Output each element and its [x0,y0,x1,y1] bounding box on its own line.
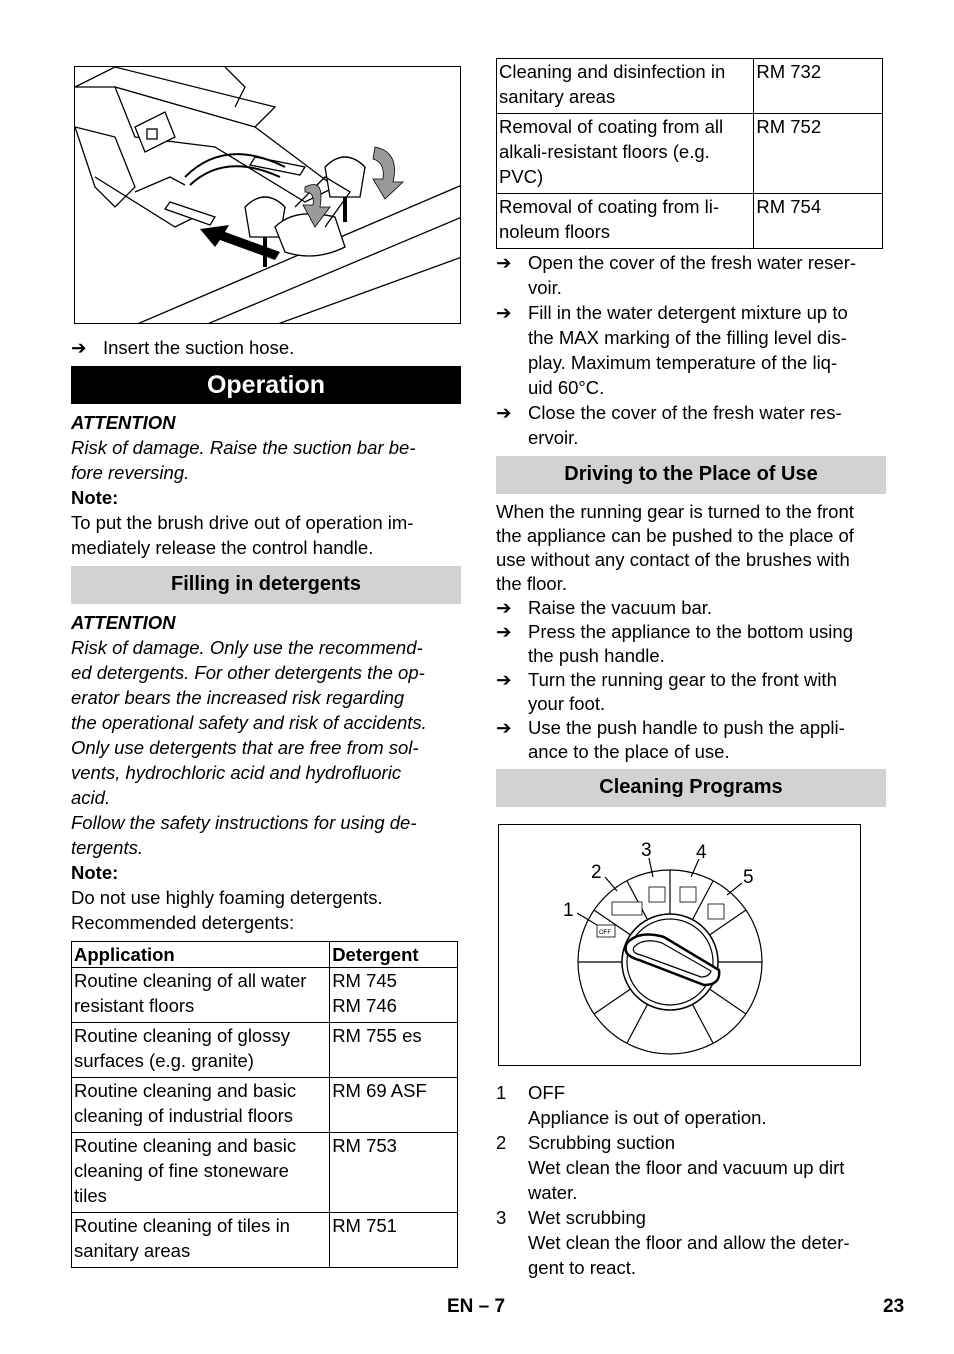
program-dial-illustration [498,824,861,1066]
step-line: play. Maximum temperature of the liq- [528,352,838,373]
attention-line: Risk of damage. Only use the recommend- [71,637,423,658]
cell-line: Routine cleaning of tiles in [74,1215,290,1236]
cell-line: RM 755 es [332,1025,422,1046]
attention-line: the operational safety and risk of accidents. [71,712,427,733]
dial-number-5: 5 [743,867,754,888]
cell-line: Cleaning and disinfection in [499,61,726,82]
paragraph-line: use without any contact of the brushes with [496,549,850,570]
suction-hose-illustration [74,66,461,324]
program-item-1 [496,1080,891,1130]
note-line: mediately release the control handle. [71,537,374,558]
program-desc-line: Wet clean the floor and vacuum up dirt [528,1157,845,1178]
program-list [496,1080,891,1280]
program-desc-line: Wet clean the floor and allow the deter- [528,1232,850,1253]
note-line: To put the brush drive out of operation im- [71,512,414,533]
program-name: Wet scrubbing [528,1207,646,1228]
step-line: Raise the vacuum bar. [528,597,713,618]
table-row [72,1078,458,1133]
detergent-table-continued [496,58,883,249]
attention-line: acid. [71,787,111,808]
table-row [72,968,458,1023]
cell-line: RM 752 [756,116,822,137]
cell-line: RM 751 [332,1215,397,1236]
dial-number-4: 4 [696,842,707,863]
table-row [72,1213,458,1268]
step-line: your foot. [528,693,606,714]
driving-paragraph [496,500,891,596]
step-raise-vacuum-bar [496,596,891,620]
note-line: Recommended detergents: [71,912,295,933]
arrow-bullet-icon: ➔ [71,337,87,358]
attention-line: vents, hydrochloric acid and hydrofluoric [71,762,402,783]
footer-section-label: EN – 7 [447,1296,506,1317]
step-insert-suction-hose [71,335,461,360]
arrow-bullet-icon: ➔ [496,621,512,642]
step-turn-running-gear [496,668,891,716]
step-line: uid 60°C. [528,377,605,398]
cell-line: sanitary areas [74,1240,191,1261]
table-cell-detergent [330,1133,458,1213]
step-line: Turn the running gear to the front with [528,669,837,690]
cell-line: alkali-resistant floors (e.g. [499,141,710,162]
cell-line: Removal of coating from li- [499,196,720,217]
attention-line: Follow the safety instructions for using de- [71,812,417,833]
step-line: Use the push handle to push the appli- [528,717,845,738]
step-line: the push handle. [528,645,665,666]
table-header-detergent: Detergent [330,942,458,968]
cell-line: RM 732 [756,61,822,82]
step-line: Press the appliance to the bottom using [528,621,853,642]
program-desc-line: gent to react. [528,1257,636,1278]
cell-line: cleaning of fine stoneware [74,1160,289,1181]
table-cell-detergent [330,968,458,1023]
program-number: 2 [496,1132,507,1153]
note-label: Note: [71,487,119,508]
arrow-bullet-icon: ➔ [496,597,512,618]
cell-line: tiles [74,1185,107,1206]
table-cell-detergent [754,114,883,194]
paragraph-line: When the running gear is turned to the front [496,501,854,522]
cell-line: resistant floors [74,995,195,1016]
cell-line: Routine cleaning and basic [74,1135,297,1156]
arrow-bullet-icon: ➔ [496,252,512,273]
table-cell-application [497,59,754,114]
page-number: 23 [883,1296,905,1317]
dial-number-2: 2 [591,862,602,883]
section-title-filling: Filling in detergents [71,566,461,604]
table-cell-application [72,1133,330,1213]
cell-line: RM 753 [332,1135,397,1156]
table-row [72,1023,458,1078]
arrow-bullet-icon: ➔ [496,302,512,323]
table-row [497,59,883,114]
cell-line: RM 746 [332,995,397,1016]
program-dial-drawing [499,825,862,1067]
cell-line: Routine cleaning and basic [74,1080,297,1101]
dial-number-3: 3 [641,840,652,861]
step-line: Close the cover of the fresh water res- [528,402,842,423]
program-item-2 [496,1130,891,1205]
table-row [497,194,883,249]
program-name: OFF [528,1082,565,1103]
program-desc-line: water. [528,1182,578,1203]
attention-block-2 [71,610,466,935]
step-fill-mixture [496,300,891,400]
paragraph-line: the appliance can be pushed to the place of [496,525,854,546]
program-number: 1 [496,1082,507,1103]
attention-line: erator bears the increased risk regarding [71,687,405,708]
table-header-application: Application [72,942,330,968]
cell-line: RM 745 [332,970,397,991]
table-cell-application [497,114,754,194]
cell-line: cleaning of industrial floors [74,1105,294,1126]
suction-hose-drawing [75,67,461,324]
dial-number-1: 1 [563,900,574,921]
program-name: Scrubbing suction [528,1132,676,1153]
arrow-bullet-icon: ➔ [496,402,512,423]
step-line: ervoir. [528,427,579,448]
step-line: Fill in the water detergent mixture up to [528,302,848,323]
step-line: Open the cover of the fresh water reser- [528,252,857,273]
table-header-row [72,942,458,968]
note-label: Note: [71,862,119,883]
table-cell-application [72,1023,330,1078]
arrow-bullet-icon: ➔ [496,717,512,738]
step-open-cover [496,250,891,300]
step-line: voir. [528,277,562,298]
cell-line: surfaces (e.g. granite) [74,1050,254,1071]
dial-off-symbol: OFF [599,930,611,936]
cell-line: PVC) [499,166,544,187]
step-close-cover [496,400,891,450]
attention-label: ATTENTION [71,612,176,633]
program-desc-line: Appliance is out of operation. [528,1107,767,1128]
attention-label: ATTENTION [71,412,176,433]
section-title-programs: Cleaning Programs [496,769,886,807]
cell-line: RM 754 [756,196,822,217]
program-item-3 [496,1205,891,1280]
attention-line: fore reversing. [71,462,190,483]
table-cell-detergent [754,59,883,114]
cell-line: Routine cleaning of glossy [74,1025,290,1046]
section-title-driving: Driving to the Place of Use [496,456,886,494]
program-number: 3 [496,1207,507,1228]
step-press-appliance [496,620,891,668]
cell-line: sanitary areas [499,86,616,107]
step-text: Insert the suction hose. [103,337,295,358]
attention-line: Only use detergents that are free from sol- [71,737,419,758]
cell-line: noleum floors [499,221,611,242]
arrow-bullet-icon: ➔ [496,669,512,690]
attention-line: ed detergents. For other detergents the op- [71,662,425,683]
table-cell-application [72,968,330,1023]
table-cell-application [497,194,754,249]
table-cell-application [72,1078,330,1133]
table-cell-detergent [754,194,883,249]
step-push-handle [496,716,891,764]
section-title-operation: Operation [71,366,461,404]
attention-line: tergents. [71,837,143,858]
step-line: the MAX marking of the filling level dis- [528,327,847,348]
table-cell-detergent [330,1023,458,1078]
cell-line: Removal of coating from all [499,116,724,137]
step-line: ance to the place of use. [528,741,730,762]
table-cell-detergent [330,1078,458,1133]
note-line: Do not use highly foaming detergents. [71,887,383,908]
cell-line: Routine cleaning of all water [74,970,307,991]
table-cell-application [72,1213,330,1268]
table-cell-detergent [330,1213,458,1268]
detergent-table [71,941,458,1268]
attention-block-1 [71,410,461,560]
cell-line: RM 69 ASF [332,1080,427,1101]
table-row [497,114,883,194]
paragraph-line: the floor. [496,573,567,594]
attention-line: Risk of damage. Raise the suction bar be- [71,437,416,458]
table-row [72,1133,458,1213]
